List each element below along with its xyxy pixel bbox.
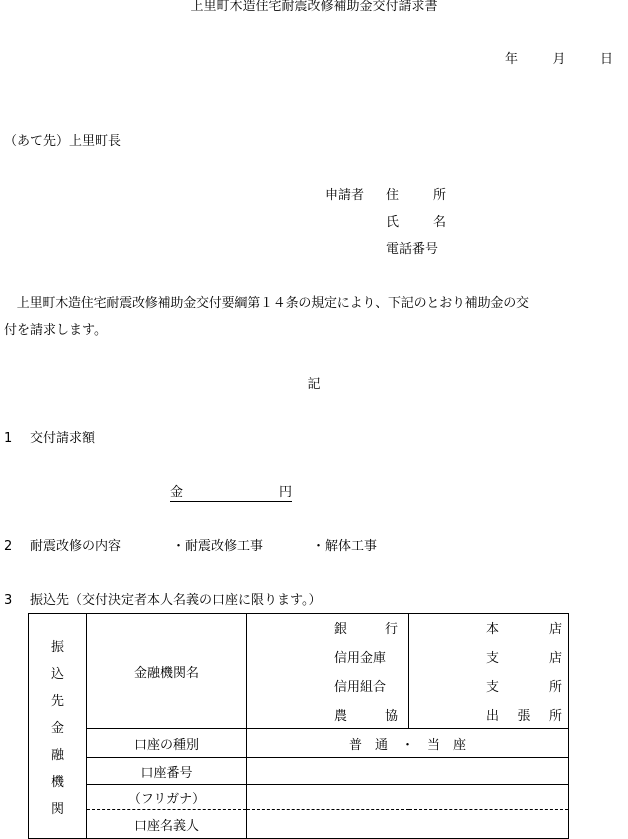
amount-field <box>170 485 292 502</box>
amount-prefix: 金 <box>170 485 184 500</box>
institution-type-option <box>334 676 398 695</box>
account-number-label: 口座番号 <box>87 758 247 785</box>
branch-types-cell <box>409 614 569 729</box>
institution-type-option-text: 行 <box>384 622 398 637</box>
institution-type-option-text: 農 <box>334 709 348 724</box>
addressee: （あて先）上里町長 <box>4 134 122 149</box>
account-holder-label: 口座名義人 <box>87 810 247 839</box>
applicant-phone-label: 電話番号 <box>386 242 439 257</box>
address-char-1: 住 <box>386 188 400 203</box>
branch-type-option-text: 支 <box>486 651 500 666</box>
body-line-2: 付を請求します。 <box>4 323 107 338</box>
body-line-1: 上里町木造住宅耐震改修補助金交付要綱第１４条の規定により、下記のとおり補助金の交 <box>4 296 529 311</box>
branch-type-option-text: 所 <box>548 680 562 695</box>
institution-type-option <box>334 647 398 666</box>
institution-types-cell <box>247 614 409 729</box>
account-holder-value[interactable] <box>247 810 569 839</box>
branch-type-option-text: 出 <box>486 709 500 724</box>
side-label-char: 込 <box>50 666 64 682</box>
side-label-char: 振 <box>50 639 64 655</box>
branch-type-option <box>486 647 562 666</box>
branch-type-option-text: 本 <box>486 622 500 637</box>
account-type-label: 口座の種別 <box>87 729 247 758</box>
name-char-1: 氏 <box>386 215 400 230</box>
branch-type-option-text: 店 <box>548 651 562 666</box>
side-label-char: 融 <box>50 747 64 763</box>
branch-type-option <box>486 676 562 695</box>
branch-type-option <box>486 705 562 724</box>
bank-account-table <box>28 613 569 839</box>
item2-number: 2 <box>4 539 13 554</box>
date-year: 年 <box>505 52 519 67</box>
item2-option-retrofit: ・耐震改修工事 <box>172 539 264 554</box>
side-label-char: 金 <box>50 720 64 736</box>
item2-option-demolition: ・解体工事 <box>312 539 378 554</box>
date-month: 月 <box>552 52 566 67</box>
institution-type-option-text: 銀 <box>334 622 348 637</box>
applicant-address-label <box>386 188 446 204</box>
applicant-label: 申請者 <box>325 188 365 203</box>
address-char-2: 所 <box>432 188 446 203</box>
bank-side-label <box>29 614 87 839</box>
account-number-value[interactable] <box>247 758 569 785</box>
date-day: 日 <box>599 52 613 67</box>
name-char-2: 名 <box>432 215 446 230</box>
branch-type-option-text: 店 <box>548 622 562 637</box>
date-line <box>505 52 613 68</box>
item2-label: 耐震改修の内容 <box>30 539 122 554</box>
item3-label: 振込先（交付決定者本人名義の口座に限ります。） <box>30 593 322 608</box>
furigana-label: （フリガナ） <box>87 785 247 810</box>
item1-number: 1 <box>4 431 13 446</box>
side-label-char: 先 <box>50 693 64 709</box>
branch-type-option <box>486 618 562 637</box>
amount-suffix: 円 <box>278 485 292 500</box>
institution-type-option <box>334 618 398 637</box>
institution-label: 金融機関名 <box>87 614 247 729</box>
institution-type-option <box>334 705 398 724</box>
account-type-value: 普 通 ・ 当 座 <box>247 729 569 758</box>
furigana-value[interactable] <box>247 785 569 810</box>
branch-type-option-text: 支 <box>486 680 500 695</box>
institution-type-option-text: 信用金庫 <box>334 651 387 666</box>
document-title: 上里町木造住宅耐震改修補助金交付請求書 <box>190 0 438 14</box>
applicant-name-label <box>386 215 446 231</box>
ki-heading: 記 <box>307 377 321 392</box>
item3-number: 3 <box>4 593 13 608</box>
branch-type-option-text: 所 <box>548 709 562 724</box>
side-label-char: 機 <box>50 774 64 790</box>
institution-type-option-text: 協 <box>384 709 398 724</box>
branch-type-option-text: 張 <box>517 709 531 724</box>
side-label-char: 関 <box>50 801 64 817</box>
item1-label: 交付請求額 <box>30 431 96 446</box>
institution-type-option-text: 信用組合 <box>334 680 387 695</box>
